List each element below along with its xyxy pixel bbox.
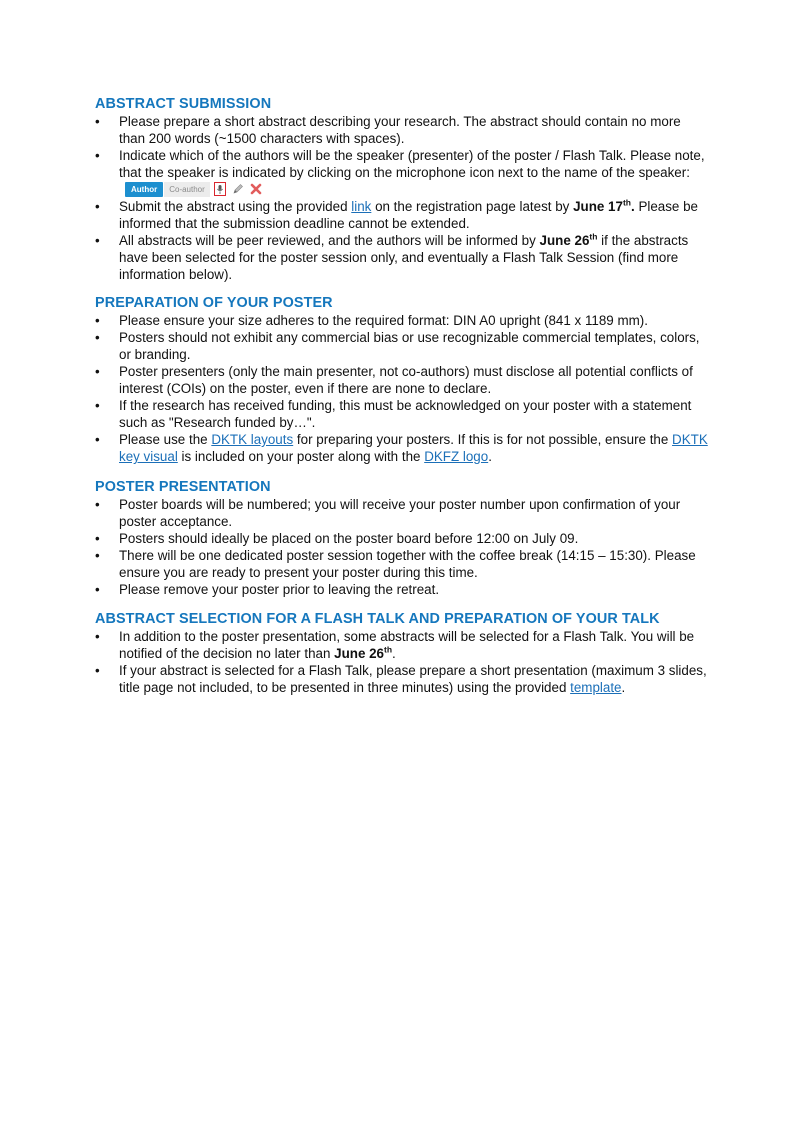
bullet-icon: • bbox=[95, 233, 100, 248]
bullet-icon: • bbox=[95, 364, 100, 379]
bullet-icon: • bbox=[95, 548, 100, 563]
section-poster-presentation bbox=[95, 478, 710, 598]
item-text: Indicate which of the authors will be the speaker (presenter) of the poster / Flash Talk. Please note, that the speaker is indicated by clicking on the microphone icon next to the name of the speaker: bbox=[119, 148, 705, 180]
text-fragment: If your abstract is selected for a Flash Talk, please prepare a short presentation (maximum 3 slides, title page not included, to be presented in three minutes) using the provided bbox=[119, 663, 707, 695]
section-flash-talk bbox=[95, 610, 710, 696]
period: . bbox=[630, 199, 635, 214]
section-heading: ABSTRACT SUBMISSION bbox=[95, 96, 272, 112]
list-item bbox=[95, 113, 710, 147]
author-tag[interactable]: Author bbox=[125, 182, 163, 197]
bullet-icon: • bbox=[95, 148, 100, 163]
list-item bbox=[95, 147, 710, 198]
date-text: June 26 bbox=[539, 233, 590, 248]
item-text: Please ensure your size adheres to the required format: DIN A0 upright (841 x 1189 mm). bbox=[119, 313, 648, 328]
date-suffix: th bbox=[622, 197, 631, 208]
bullet-icon: • bbox=[95, 663, 100, 678]
list-item bbox=[95, 547, 710, 581]
coauthor-tag[interactable]: Co-author bbox=[164, 182, 210, 197]
speaker-selector-widget bbox=[125, 182, 262, 197]
bullet-icon: • bbox=[95, 629, 100, 644]
item-text: There will be one dedicated poster session together with the coffee break (14:15 – 15:30). Please ensure you are ready to present your poster during this time. bbox=[119, 548, 696, 580]
text-fragment: All abstracts will be peer reviewed, and the authors will be informed by bbox=[119, 233, 540, 248]
list-item bbox=[95, 628, 710, 662]
registration-link[interactable]: link bbox=[351, 199, 372, 214]
bullet-icon: • bbox=[95, 497, 100, 512]
text-fragment: for preparing your posters. If this is for not possible, ensure the bbox=[293, 432, 673, 447]
text-fragment: is included on your poster along with the bbox=[177, 449, 425, 464]
section-poster-preparation bbox=[95, 294, 710, 465]
section-heading: ABSTRACT SELECTION FOR A FLASH TALK AND PREPARATION OF YOUR TALK bbox=[95, 611, 660, 627]
list-item bbox=[95, 363, 710, 397]
bullet-list bbox=[95, 628, 710, 696]
text-fragment: Please use the bbox=[119, 432, 212, 447]
bullet-icon: • bbox=[95, 199, 100, 214]
item-text: Posters should ideally be placed on the poster board before 12:00 on July 09. bbox=[119, 531, 579, 546]
date-text: June 26 bbox=[334, 646, 385, 661]
period: . bbox=[621, 680, 626, 695]
text-fragment: if the abstracts have been selected for the poster session only, and eventually a Flash Talk Session (find more information below). bbox=[119, 233, 689, 282]
item-text: Poster boards will be numbered; you will receive your poster number upon confirmation of your poster acceptance. bbox=[119, 497, 681, 529]
item-text: Please prepare a short abstract describing your research. The abstract should contain no more than 200 words (~1500 characters with spaces). bbox=[119, 114, 681, 146]
item-text: Please remove your poster prior to leaving the retreat. bbox=[119, 582, 440, 597]
bullet-list bbox=[95, 312, 710, 465]
decision-date bbox=[334, 646, 392, 661]
text-fragment: In addition to the poster presentation, some abstracts will be selected for a Flash Talk. You will be notified of the decision no later than bbox=[119, 629, 695, 661]
date-text: June 17 bbox=[573, 199, 623, 214]
dkfz-logo-link[interactable]: DKFZ logo bbox=[424, 449, 489, 464]
list-item bbox=[95, 530, 710, 547]
section-heading: PREPARATION OF YOUR POSTER bbox=[95, 295, 333, 311]
pencil-icon[interactable] bbox=[232, 183, 244, 195]
bullet-icon: • bbox=[95, 582, 100, 597]
dktk-key-visual-link[interactable]: DKTK key visual bbox=[119, 432, 708, 464]
item-text: If the research has received funding, this must be acknowledged on your poster with a statement such as "Research funded by…". bbox=[119, 398, 692, 430]
item-text: Posters should not exhibit any commercial bias or use recognizable commercial templates, colors, or branding. bbox=[119, 330, 700, 362]
list-item bbox=[95, 397, 710, 431]
list-item bbox=[95, 431, 710, 465]
close-icon[interactable] bbox=[250, 183, 262, 195]
microphone-icon[interactable] bbox=[214, 182, 226, 196]
text-fragment: on the registration page latest by bbox=[371, 199, 574, 214]
text-fragment: Submit the abstract using the provided bbox=[119, 199, 352, 214]
list-item bbox=[95, 232, 710, 283]
list-item bbox=[95, 662, 710, 696]
notification-date bbox=[540, 233, 598, 248]
date-suffix: th bbox=[384, 644, 393, 655]
section-heading: POSTER PRESENTATION bbox=[95, 479, 271, 495]
bullet-icon: • bbox=[95, 398, 100, 413]
deadline-date bbox=[573, 199, 635, 214]
bullet-icon: • bbox=[95, 313, 100, 328]
text-fragment: Please be informed that the submission deadline cannot be extended. bbox=[119, 199, 698, 231]
bullet-icon: • bbox=[95, 531, 100, 546]
template-link[interactable]: template bbox=[570, 680, 622, 695]
list-item bbox=[95, 312, 710, 329]
bullet-list bbox=[95, 496, 710, 598]
item-text: Poster presenters (only the main presenter, not co-authors) must disclose all potential conflicts of interest (COIs) on the poster, even if there are none to declare. bbox=[119, 364, 693, 396]
bullet-icon: • bbox=[95, 330, 100, 345]
bullet-icon: • bbox=[95, 432, 100, 447]
dktk-layouts-link[interactable]: DKTK layouts bbox=[211, 432, 294, 447]
date-suffix: th bbox=[589, 231, 598, 242]
list-item bbox=[95, 329, 710, 363]
section-abstract-submission bbox=[95, 95, 710, 283]
bullet-list bbox=[95, 113, 710, 283]
bullet-icon: • bbox=[95, 114, 100, 129]
list-item bbox=[95, 496, 710, 530]
list-item bbox=[95, 198, 710, 232]
period: . bbox=[392, 646, 396, 661]
period: . bbox=[488, 449, 492, 464]
list-item bbox=[95, 581, 710, 598]
